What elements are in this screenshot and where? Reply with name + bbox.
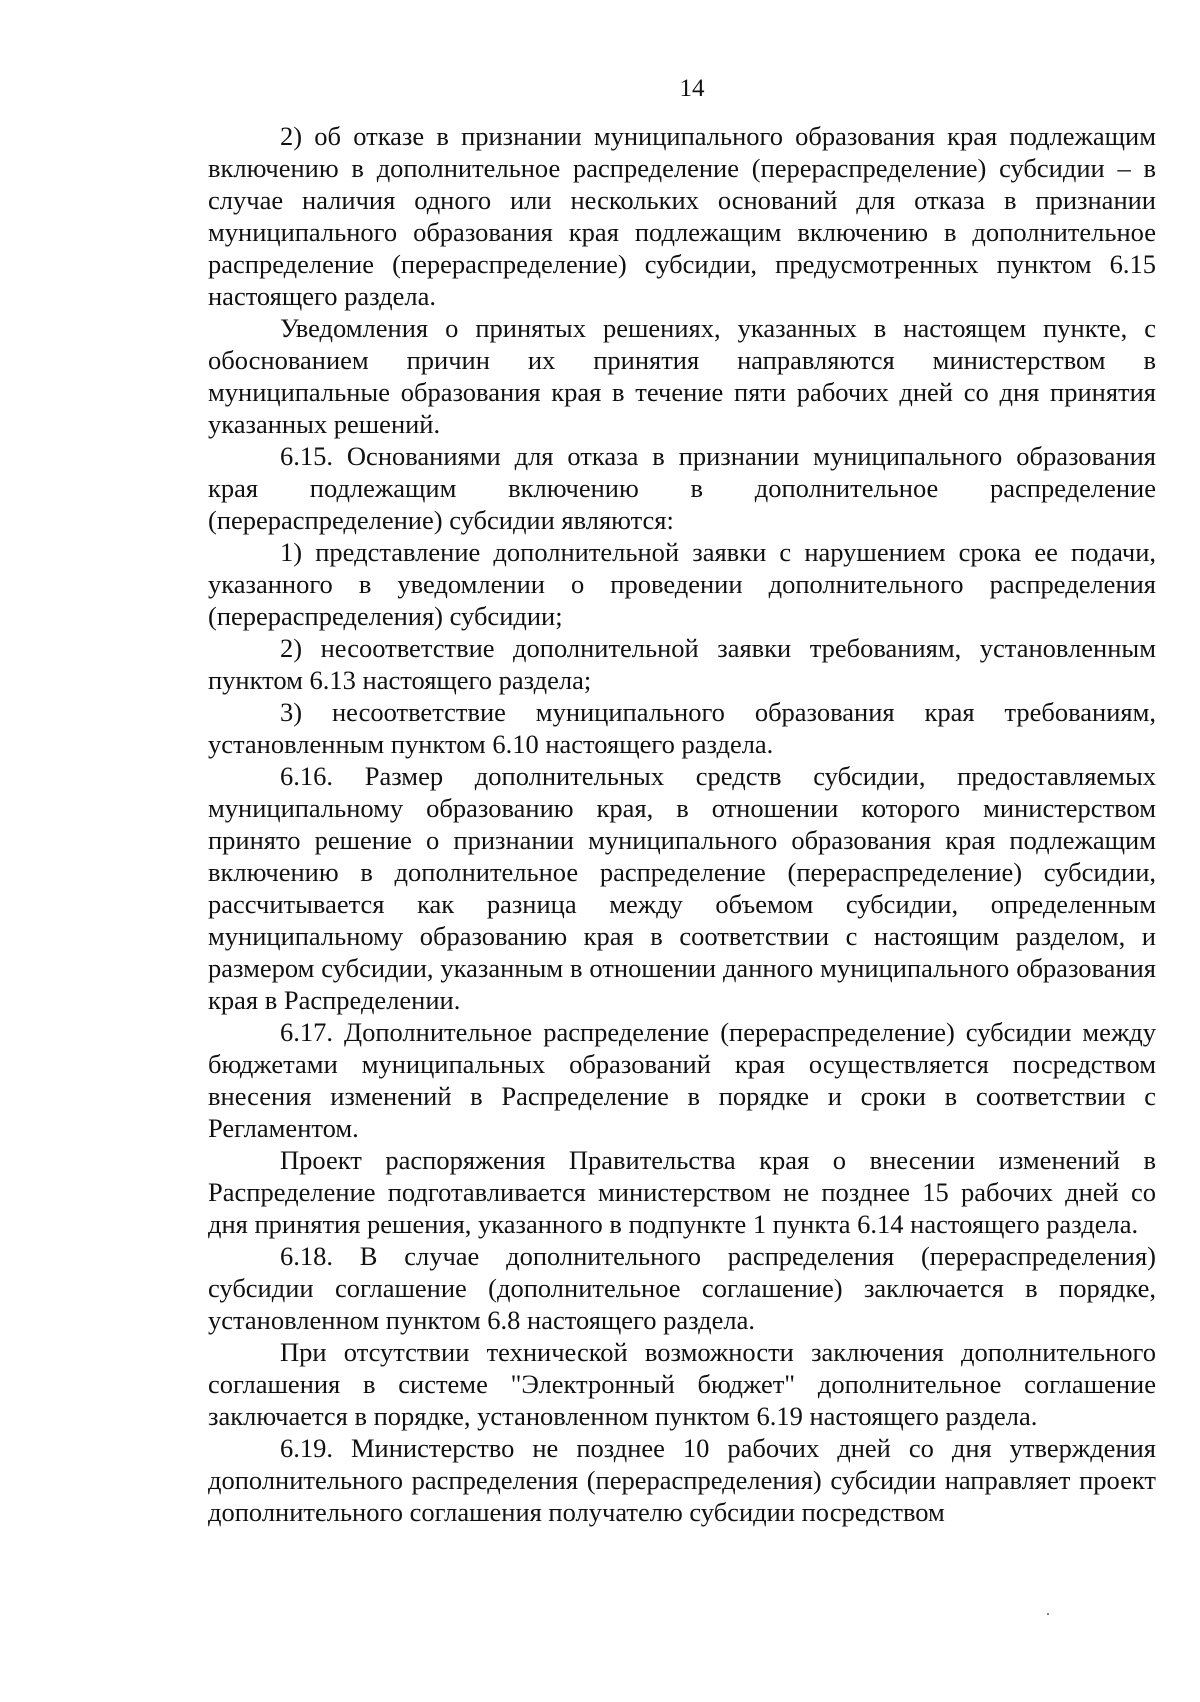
- paragraph-6-19: 6.19. Министерство не позднее 10 рабочих дней со дня утверждения дополнительного распределения (перераспределения) субсидии направляет проект дополнительного соглашения получателю субсидии посредством: [208, 1433, 1156, 1527]
- paragraph-draft-order: Проект распоряжения Правительства края о внесении изменений в Распределение подготавливается министерством не позднее 15 рабочих дней со дня принятия решения, указанного в подпункте 1 пункта 6.14 настоящего раздела.: [208, 1145, 1156, 1239]
- paragraph-6-15: 6.15. Основаниями для отказа в признании муниципального образования края подлежащим включению в дополнительное распределение (перераспределение) субсидии являются:: [208, 441, 1156, 535]
- document-body: [208, 120, 1156, 1528]
- paragraph-6-17: 6.17. Дополнительное распределение (перераспределение) субсидии между бюджетами муниципальных образований края осуществляется посредством внесения изменений в Распределение в порядке и сроки в соответствии с Регламентом.: [208, 1017, 1156, 1143]
- page-number: 14: [679, 75, 705, 102]
- paragraph-6-15-item-1: 1) представление дополнительной заявки с нарушением срока ее подачи, указанного в уведомлении о проведении дополнительного распределения (перераспределения) субсидии;: [208, 537, 1156, 631]
- paragraph-6-18: 6.18. В случае дополнительного распределения (перераспределения) субсидии соглашение (дополнительное соглашение) заключается в порядке, установленном пунктом 6.8 настоящего раздела.: [208, 1241, 1156, 1335]
- paragraph-6-15-item-3: 3) несоответствие муниципального образования края требованиям, установленным пунктом 6.10 настоящего раздела.: [208, 697, 1156, 759]
- paragraph-electronic-budget: При отсутствии технической возможности заключения дополнительного соглашения в системе "Электронный бюджет" дополнительное соглашение заключается в порядке, установленном пунктом 6.19 настоящего раздела.: [208, 1337, 1156, 1431]
- paragraph-decision-refusal: 2) об отказе в признании муниципального образования края подлежащим включению в дополнительное распределение (перераспределение) субсидии – в случае наличия одного или нескольких оснований для отказа в признании муниципального образования края подлежащим включению в дополнительное распределение (перераспределение) субсидии, предусмотренных пунктом 6.15 настоящего раздела.: [208, 121, 1156, 311]
- scan-artifact-dot: [1047, 1613, 1049, 1615]
- paragraph-notifications: Уведомления о принятых решениях, указанных в настоящем пункте, с обоснованием причин их принятия направляются министерством в муниципальные образования края в течение пяти рабочих дней со дня принятия указанных решений.: [208, 313, 1156, 439]
- paragraph-6-16: 6.16. Размер дополнительных средств субсидии, предоставляемых муниципальному образованию края, в отношении которого министерством принято решение о признании муниципального образования края подлежащим включению в дополнительное распределение (перераспределение) субсидии, рассчитывается как разница между объемом субсидии, определенным муниципальному образованию края в соответствии с настоящим разделом, и размером субсидии, указанным в отношении данного муниципального образования края в Распределении.: [208, 761, 1156, 1015]
- paragraph-6-15-item-2: 2) несоответствие дополнительной заявки требованиям, установленным пунктом 6.13 настоящего раздела;: [208, 633, 1156, 695]
